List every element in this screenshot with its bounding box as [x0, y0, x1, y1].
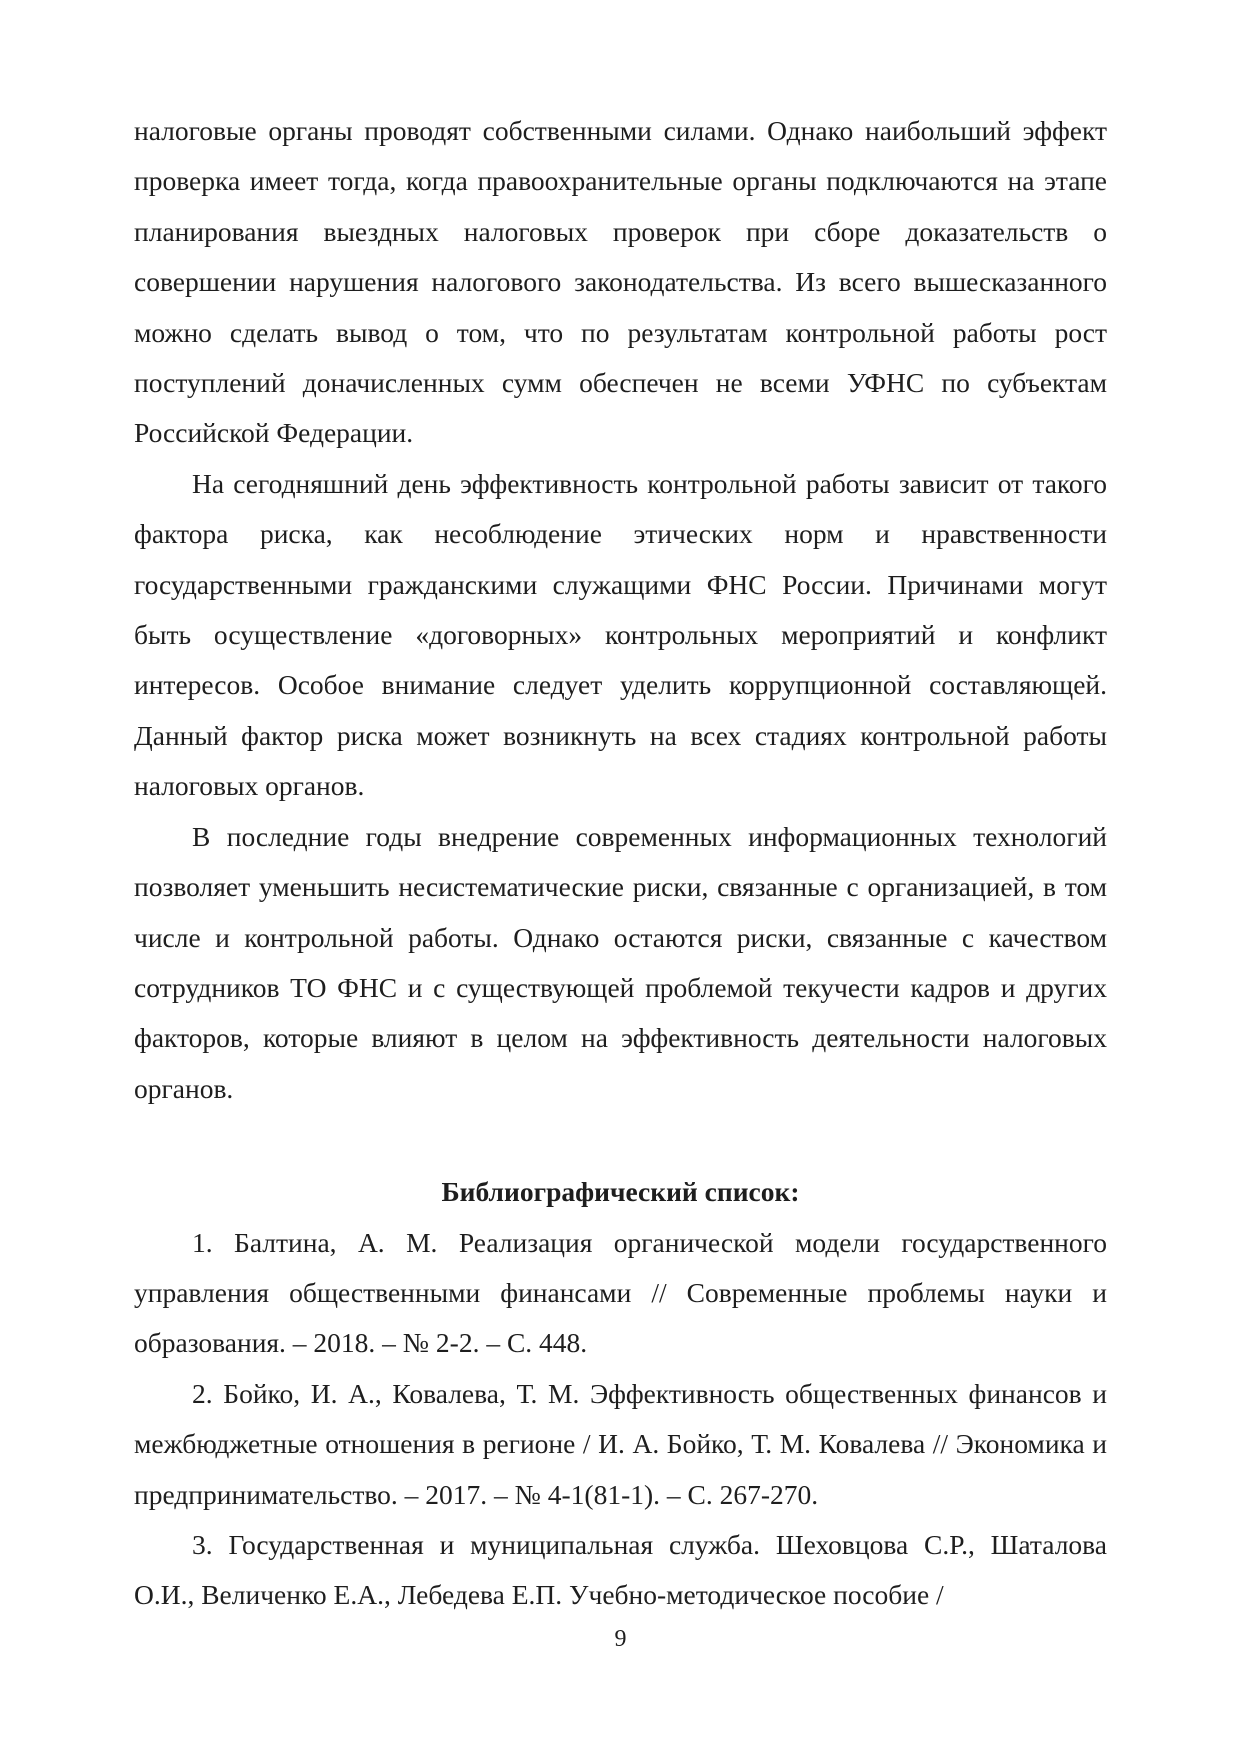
bibliography-item: 3. Государственная и муниципальная служба. Шеховцова С.Р., Шаталова О.И., Величенко Е.А., Лебедева Е.П. Учебно-методическое пособие /	[134, 1528, 1107, 1611]
bibliography-list	[134, 1218, 1107, 1621]
paragraph-2: На сегодняшний день эффективность контрольной работы зависит от такого фактора риска, как несоблюдение этических норм и нравственности государственными гражданскими служащими ФНС России. Причинами могут быть осуществление «договорных» контрольных мероприятий и конфликт интересов. Особое внимание следует уделить коррупционной составляющей. Данный фактор риска может возникнуть на всех стадиях контрольной работы налоговых органов.	[134, 467, 1107, 802]
page-number: 9	[614, 1626, 627, 1652]
paragraph-1: налоговые органы проводят собственными силами. Однако наибольший эффект проверка имеет тогда, когда правоохранительные органы подключаются на этапе планирования выездных налоговых проверок при сборе доказательств о совершении нарушения налогового законодательства. Из всего вышесказанного можно сделать вывод о том, что по результатам контрольной работы рост поступлений доначисленных сумм обеспечен не всеми УФНС по субъектам Российской Федерации.	[134, 115, 1107, 449]
bibliography-heading: Библиографический список:	[441, 1176, 800, 1208]
bibliography-item: 1. Балтина, А. М. Реализация органической модели государственного управления общественными финансами // Современные проблемы науки и образования. – 2018. – № 2-2. – С. 448.	[134, 1226, 1107, 1359]
paragraph-3: В последние годы внедрение современных информационных технологий позволяет уменьшить несистематические риски, связанные с организацией, в том числе и контрольной работы. Однако остаются риски, связанные с качеством сотрудников ТО ФНС и с существующей проблемой текучести кадров и других факторов, которые влияют в целом на эффективность деятельности налоговых органов.	[134, 820, 1107, 1104]
document-body	[134, 106, 1107, 1621]
bibliography-item: 2. Бойко, И. А., Ковалева, Т. М. Эффективность общественных финансов и межбюджетные отношения в регионе / И. А. Бойко, Т. М. Ковалева // Экономика и предпринимательство. – 2017. – № 4-1(81-1). – С. 267-270.	[134, 1377, 1107, 1510]
